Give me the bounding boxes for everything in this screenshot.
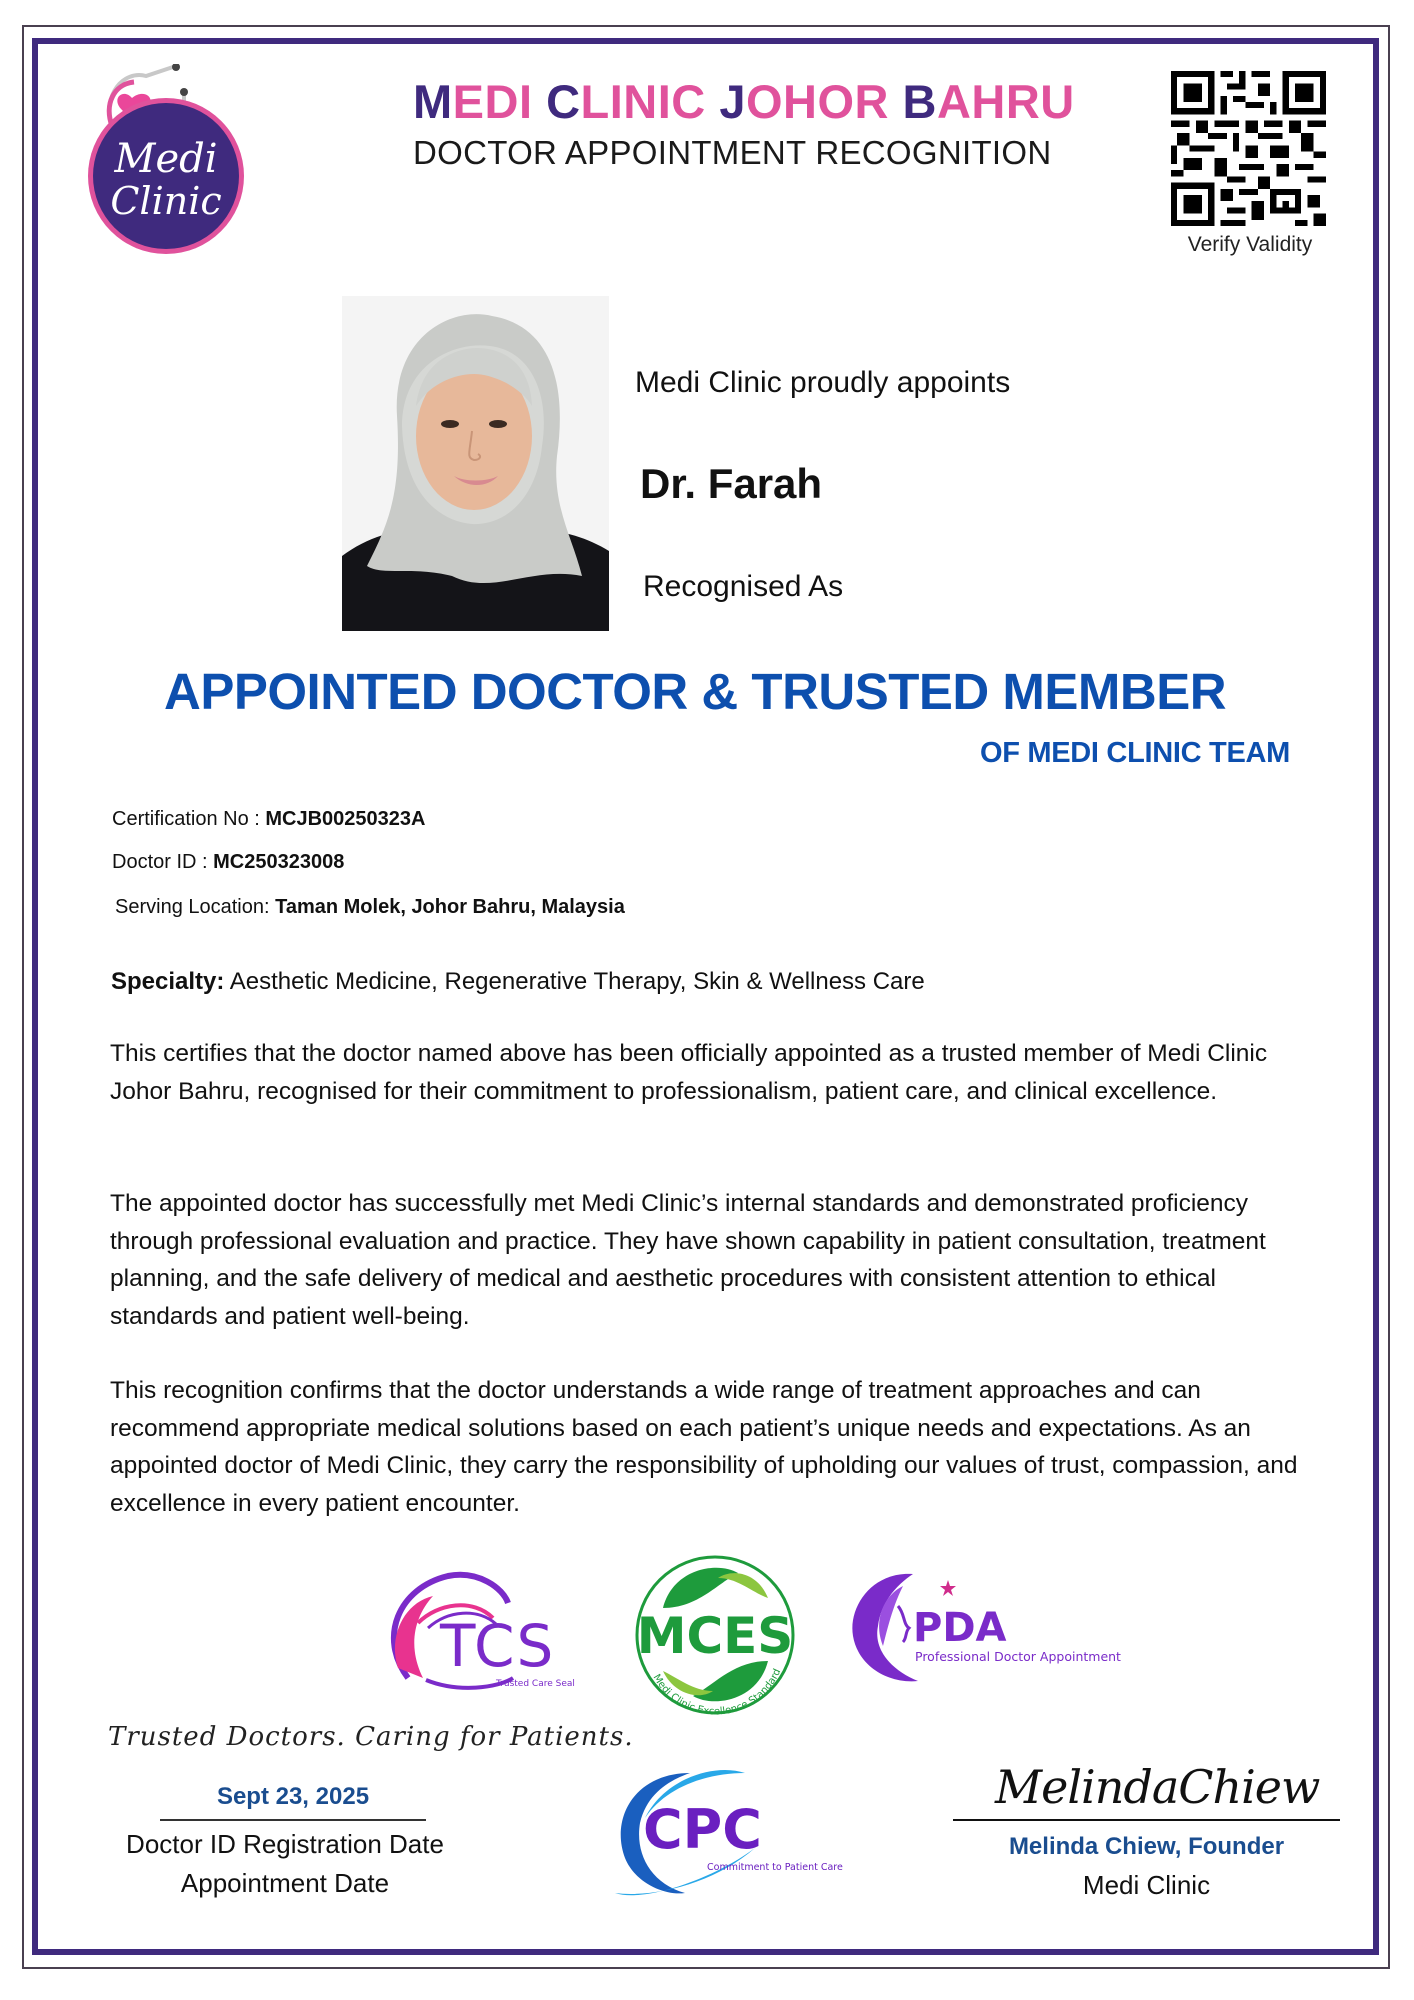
body-paragraph-2: The appointed doctor has successfully met Medi Clinic’s internal standards and demonstrated proficiency through professional evaluation and practice. They have shown capability in patient consultation, treatment planning, and the safe delivery of medical and aesthetic procedures with consistent attention to ethical standards and patient well-being.: [110, 1190, 1266, 1330]
svg-text:MCES: MCES: [636, 1607, 794, 1665]
doctor-name: Dr. Farah: [640, 460, 823, 507]
body-paragraph-3: This recognition confirms that the doctor understands a wide range of treatment approaches and can recommend appropriate medical solutions based on each patient’s unique needs and expectations. As an appointed doctor of Medi Clinic, they carry the responsibility of upholding our values of trust, compassion, and excellence in every patient encounter.: [110, 1377, 1298, 1517]
clinic-title: MEDI CLINIC JOHOR BAHRU: [413, 75, 1075, 128]
tagline-script: Trusted Doctors. Caring for Patients.: [108, 1722, 634, 1752]
tcs-seal-icon: [378, 1568, 598, 1693]
doctor-photo: [342, 296, 609, 631]
certification-number-value: MCJB00250323A: [265, 808, 426, 830]
stethoscope-heart-icon: [84, 64, 254, 256]
svg-text:PDA: PDA: [913, 1605, 1007, 1651]
svg-text:Medi Clinic Excellence Standar: Medi Clinic Excellence Standard: [650, 1667, 784, 1718]
certificate-subtitle: DOCTOR APPOINTMENT RECOGNITION: [413, 134, 1052, 171]
certification-number-row: [112, 808, 426, 831]
pda-seal-icon: [843, 1566, 1143, 1686]
specialty-row: [111, 968, 925, 996]
founder-signature: MelindaChiew: [995, 1760, 1320, 1814]
cpc-seal-icon: [605, 1758, 860, 1908]
doctor-id-row: [112, 851, 344, 874]
serving-location-row: [115, 896, 625, 919]
svg-text:Clinic: Clinic: [110, 179, 222, 223]
recognised-as-label: Recognised As: [643, 570, 844, 603]
signature-line: [953, 1819, 1340, 1821]
doctor-id-label: Doctor ID :: [112, 851, 214, 873]
svg-text:Commitment to Patient Care: Commitment to Patient Care: [707, 1862, 843, 1873]
specialty-label: Specialty:: [111, 968, 225, 995]
svg-text:TCS: TCS: [440, 1612, 556, 1680]
mces-seal-icon: [618, 1553, 813, 1718]
cpc-seal: [605, 1758, 860, 1908]
appointment-date-value: Sept 23, 2025: [216, 1783, 370, 1810]
recognition-title: APPOINTED DOCTOR & TRUSTED MEMBER: [164, 663, 1227, 720]
mces-seal: [618, 1553, 813, 1718]
body-paragraph-1: This certifies that the doctor named above has been officially appointed as a trusted member of Medi Clinic Johor Bahru, recognised for their commitment to professionalism, patient care, and clinical excellence.: [110, 1040, 1268, 1105]
doctor-id-value: MC250323008: [213, 851, 345, 873]
specialty-value: Aesthetic Medicine, Regenerative Therapy, Skin & Wellness Care: [224, 968, 925, 995]
verify-validity-label: Verify Validity: [1187, 233, 1313, 256]
svg-text:Trusted Care Seal: Trusted Care Seal: [496, 1679, 575, 1689]
registration-date-label: Doctor ID Registration Date: [126, 1829, 444, 1859]
qr-code-icon[interactable]: [1171, 71, 1326, 226]
pda-seal: [843, 1566, 1143, 1686]
tcs-seal: [378, 1568, 598, 1693]
date-underline: [160, 1819, 426, 1821]
signatory-organization: Medi Clinic: [1082, 1870, 1211, 1900]
serving-location-label: Serving Location:: [115, 896, 276, 918]
svg-text:Medi: Medi: [114, 136, 218, 182]
appointment-date-label: Appointment Date: [180, 1868, 390, 1898]
certification-number-label: Certification No :: [112, 808, 266, 830]
appointment-intro: Medi Clinic proudly appoints: [635, 366, 1011, 399]
signatory-name: Melinda Chiew, Founder: [1008, 1833, 1285, 1860]
recognition-subtitle: OF MEDI CLINIC TEAM: [979, 737, 1290, 769]
svg-text:CPC: CPC: [643, 1798, 762, 1861]
medi-clinic-logo: [84, 64, 254, 256]
serving-location-value: Taman Molek, Johor Bahru, Malaysia: [275, 896, 625, 918]
svg-text:Professional Doctor Appointmen: Professional Doctor Appointment: [915, 1649, 1121, 1664]
